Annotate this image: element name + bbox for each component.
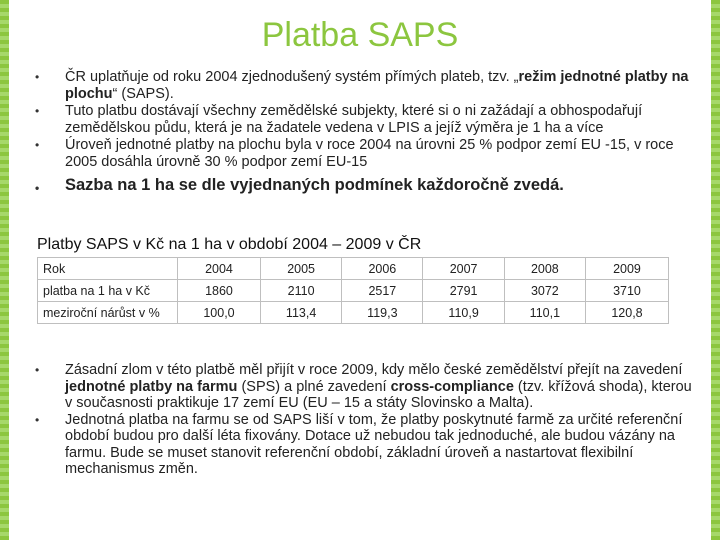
table-cell: 2005 (260, 258, 341, 280)
bullet-item (35, 175, 695, 195)
table-cell: 110,9 (423, 302, 504, 324)
bullet-item (35, 411, 695, 478)
table-cell: 113,4 (260, 302, 341, 324)
bullet-text: Úroveň jednotné platby na plochu byla v roce 2004 na úrovni 25 % podpor zemí EU -15, v roce 2005 dosáhla úrovně 30 % podpor zemí EU-15 (65, 137, 674, 170)
bullet-text: Zásadní zlom v této platbě měl přijít v roce 2009, kdy mělo české zemědělství přejít na zavedení (65, 362, 683, 378)
table-cell: 110,1 (504, 302, 585, 324)
bullet-dot-icon: • (35, 138, 40, 152)
bullet-item (35, 69, 695, 103)
table-cell: 2517 (342, 280, 423, 302)
table-row-label: Rok (38, 258, 178, 280)
bullet-text: (SPS) a plné zavedení (237, 378, 391, 395)
table-cell: 1860 (178, 280, 261, 302)
left-decorative-stripe (0, 0, 9, 540)
saps-payments-table (37, 257, 669, 324)
bullet-dot-icon: • (35, 412, 40, 427)
bullet-item (35, 137, 695, 171)
bullet-bold-text: režim jednotné platby na plochu (65, 69, 689, 102)
table-cell: 2110 (260, 280, 341, 302)
table-cell: 3710 (585, 280, 668, 302)
table-cell: 120,8 (585, 302, 668, 324)
slide-title: Platba SAPS (261, 16, 459, 54)
bottom-bullet-list (35, 362, 695, 478)
table-heading: Platby SAPS v Kč na 1 ha v období 2004 – 2009 v ČR (37, 236, 422, 253)
bullet-item (35, 362, 695, 412)
table-row (38, 302, 669, 324)
table-row-label: platba na 1 ha v Kč (38, 280, 178, 302)
right-decorative-stripe (711, 0, 720, 540)
top-bullet-list (35, 69, 695, 195)
bullet-dot-icon: • (35, 363, 40, 377)
table-cell: 2006 (342, 258, 423, 280)
table-row-label: meziroční nárůst v % (38, 302, 178, 324)
table-row (38, 258, 669, 280)
table-cell: 3072 (504, 280, 585, 302)
bullet-dot-icon: • (35, 70, 40, 84)
bullet-bold-text: Sazba na 1 ha se dle vyjednaných podmínek každoročně zvedá. (65, 176, 564, 194)
bullet-text: Tuto platbu dostávají všechny zemědělské subjekty, které si o ni zažádají a obhospodařují zemědělskou půdu, která je na žadatele vedena v LPIS a jejíž výměra je 1 ha a více (65, 103, 643, 136)
table-cell: 100,0 (178, 302, 261, 324)
table-cell: 2007 (423, 258, 504, 280)
table-cell: 2004 (178, 258, 261, 280)
table-cell: 119,3 (342, 302, 423, 324)
bullet-text: “ (SAPS). (112, 86, 174, 102)
bullet-item (35, 103, 695, 137)
table-cell: 2008 (504, 258, 585, 280)
bullet-text: ČR uplatňuje od roku 2004 zjednodušený systém přímých plateb, tzv. „ (65, 69, 519, 85)
bullet-bold-text: jednotné platby na farmu (65, 378, 238, 395)
bullet-text: Jednotná platba na farmu se od SAPS liší v tom, že platby poskytnuté farmě za určité referenční období budou pro další léta fixovány. Dotace už nebudou tak jednoduché, ale budou vázány na farmu. Bude se muset stanovit referenční období, základní úroveň a nastartovat flexibilní mechanismus změn. (65, 411, 683, 477)
bullet-dot-icon: • (35, 104, 40, 118)
bullet-text: (tzv. křížová shoda), kterou v současnosti praktikuje 17 zemí EU (EU – 15 a státy Slovinsko a Malta). (65, 378, 692, 411)
bullet-dot-icon: • (35, 181, 40, 195)
table-cell: 2009 (585, 258, 668, 280)
table-row (38, 280, 669, 302)
table-cell: 2791 (423, 280, 504, 302)
bullet-bold-text: cross-compliance (390, 378, 514, 395)
